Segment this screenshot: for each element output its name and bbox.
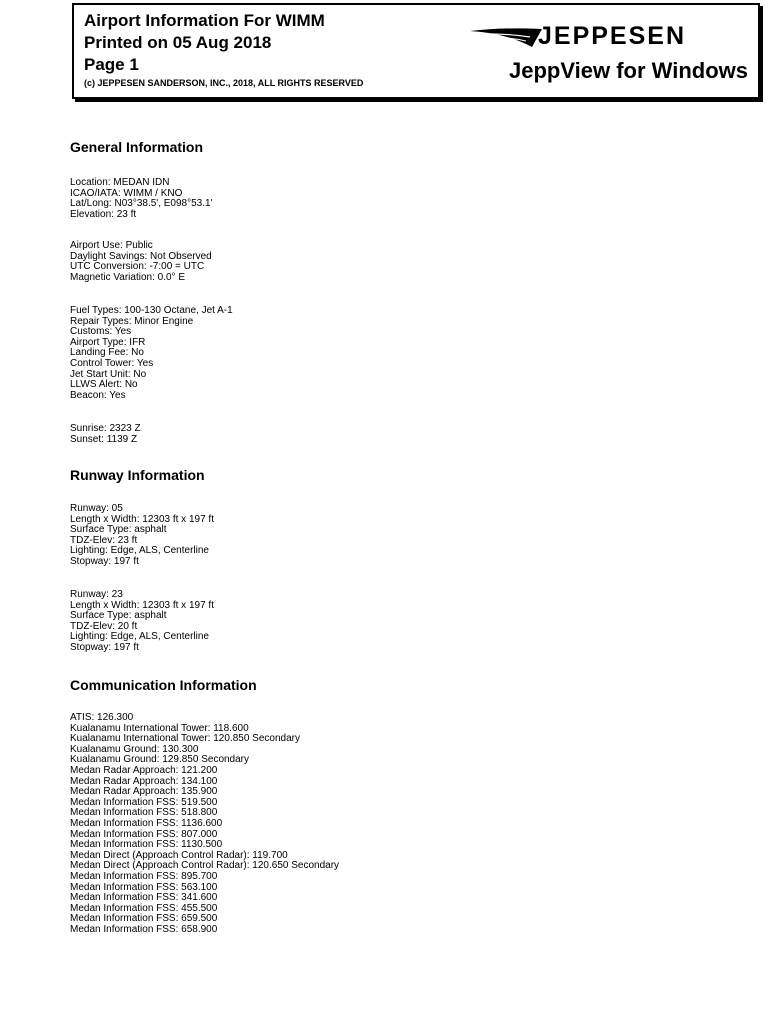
info-line: Surface Type: asphalt bbox=[70, 610, 167, 622]
info-line: Lat/Long: N03°38.5', E098°53.1' bbox=[70, 198, 213, 210]
section-title-general: General Information bbox=[70, 139, 204, 155]
info-line: Kualanamu International Tower: 118.600 bbox=[70, 722, 249, 734]
info-line: Lighting: Edge, ALS, Centerline bbox=[70, 545, 209, 557]
runway-05-group bbox=[70, 504, 214, 568]
info-line: Medan Radar Approach: 121.200 bbox=[70, 764, 218, 776]
info-line: TDZ-Elev: 23 ft bbox=[70, 534, 138, 546]
info-line: Length x Width: 12303 ft x 197 ft bbox=[70, 513, 214, 525]
info-line: Medan Information FSS: 455.500 bbox=[70, 902, 218, 914]
info-line: Runway: 05 bbox=[70, 503, 123, 514]
info-line: ICAO/IATA: WIMM / KNO bbox=[70, 187, 183, 199]
header-page-number: Page 1 bbox=[84, 55, 139, 74]
jeppesen-logo bbox=[470, 23, 744, 51]
general-sun-group bbox=[70, 424, 141, 445]
info-line: Medan Information FSS: 519.500 bbox=[70, 796, 218, 808]
info-line: Sunrise: 2323 Z bbox=[70, 423, 141, 434]
info-line: Sunset: 1139 Z bbox=[70, 433, 138, 445]
info-line: Length x Width: 12303 ft x 197 ft bbox=[70, 599, 214, 611]
app-name: JeppView for Windows bbox=[509, 58, 748, 83]
general-location-group bbox=[70, 178, 212, 220]
info-line: Fuel Types: 100-130 Octane, Jet A-1 bbox=[70, 305, 233, 316]
header-box bbox=[72, 3, 760, 99]
info-line: UTC Conversion: -7:00 = UTC bbox=[70, 261, 205, 273]
info-line: Medan Direct (Approach Control Radar): 120.650 Secondary bbox=[70, 860, 340, 872]
info-line: Location: MEDAN IDN bbox=[70, 177, 170, 188]
info-line: ATIS: 126.300 bbox=[70, 712, 134, 723]
info-line: Customs: Yes bbox=[70, 326, 132, 338]
info-line: Medan Information FSS: 563.100 bbox=[70, 881, 218, 893]
info-line: Kualanamu Ground: 130.300 bbox=[70, 743, 199, 755]
info-line: Medan Information FSS: 807.000 bbox=[70, 828, 218, 840]
header-copyright: (c) JEPPESEN SANDERSON, INC., 2018, ALL RIGHTS RESERVED bbox=[84, 78, 364, 88]
info-line: Medan Information FSS: 341.600 bbox=[70, 892, 218, 904]
info-line: Medan Information FSS: 658.900 bbox=[70, 923, 218, 935]
info-line: Daylight Savings: Not Observed bbox=[70, 250, 212, 262]
info-line: Repair Types: Minor Engine bbox=[70, 315, 194, 327]
info-line: Airport Use: Public bbox=[70, 240, 153, 251]
info-line: Beacon: Yes bbox=[70, 389, 126, 401]
info-line: Runway: 23 bbox=[70, 589, 123, 600]
logo-text: JEPPESEN bbox=[538, 22, 687, 50]
info-line: Medan Radar Approach: 134.100 bbox=[70, 775, 218, 787]
general-facilities-group bbox=[70, 306, 233, 401]
info-line: Magnetic Variation: 0.0° E bbox=[70, 271, 185, 283]
info-line: TDZ-Elev: 20 ft bbox=[70, 620, 138, 632]
info-line: Medan Direct (Approach Control Radar): 119.700 bbox=[70, 849, 288, 861]
info-line: Elevation: 23 ft bbox=[70, 208, 137, 220]
general-usage-group bbox=[70, 241, 212, 283]
info-line: Control Tower: Yes bbox=[70, 357, 154, 369]
logo-swoosh-icon bbox=[470, 25, 544, 51]
header-print-date: Printed on 05 Aug 2018 bbox=[84, 33, 272, 52]
info-line: Kualanamu Ground: 129.850 Secondary bbox=[70, 754, 250, 766]
info-line: Stopway: 197 ft bbox=[70, 555, 139, 567]
info-line: Medan Information FSS: 1136.600 bbox=[70, 817, 223, 829]
info-line: Medan Radar Approach: 135.900 bbox=[70, 786, 218, 798]
info-line: Lighting: Edge, ALS, Centerline bbox=[70, 631, 209, 643]
info-line: Stopway: 197 ft bbox=[70, 641, 139, 653]
section-title-communication: Communication Information bbox=[70, 677, 257, 693]
info-line: Landing Fee: No bbox=[70, 347, 144, 359]
info-line: Medan Information FSS: 1130.500 bbox=[70, 839, 223, 851]
info-line: Kualanamu International Tower: 120.850 Secondary bbox=[70, 733, 300, 745]
info-line: Airport Type: IFR bbox=[70, 336, 146, 348]
section-title-runway: Runway Information bbox=[70, 467, 205, 483]
info-line: Medan Information FSS: 518.800 bbox=[70, 807, 218, 819]
communication-list bbox=[70, 713, 339, 935]
info-line: Surface Type: asphalt bbox=[70, 524, 167, 536]
header-title: Airport Information For WIMM bbox=[84, 11, 325, 30]
runway-23-group bbox=[70, 590, 214, 654]
info-line: Jet Start Unit: No bbox=[70, 368, 147, 380]
info-line: Medan Information FSS: 659.500 bbox=[70, 913, 218, 925]
info-line: Medan Information FSS: 895.700 bbox=[70, 870, 218, 882]
info-line: LLWS Alert: No bbox=[70, 379, 138, 391]
